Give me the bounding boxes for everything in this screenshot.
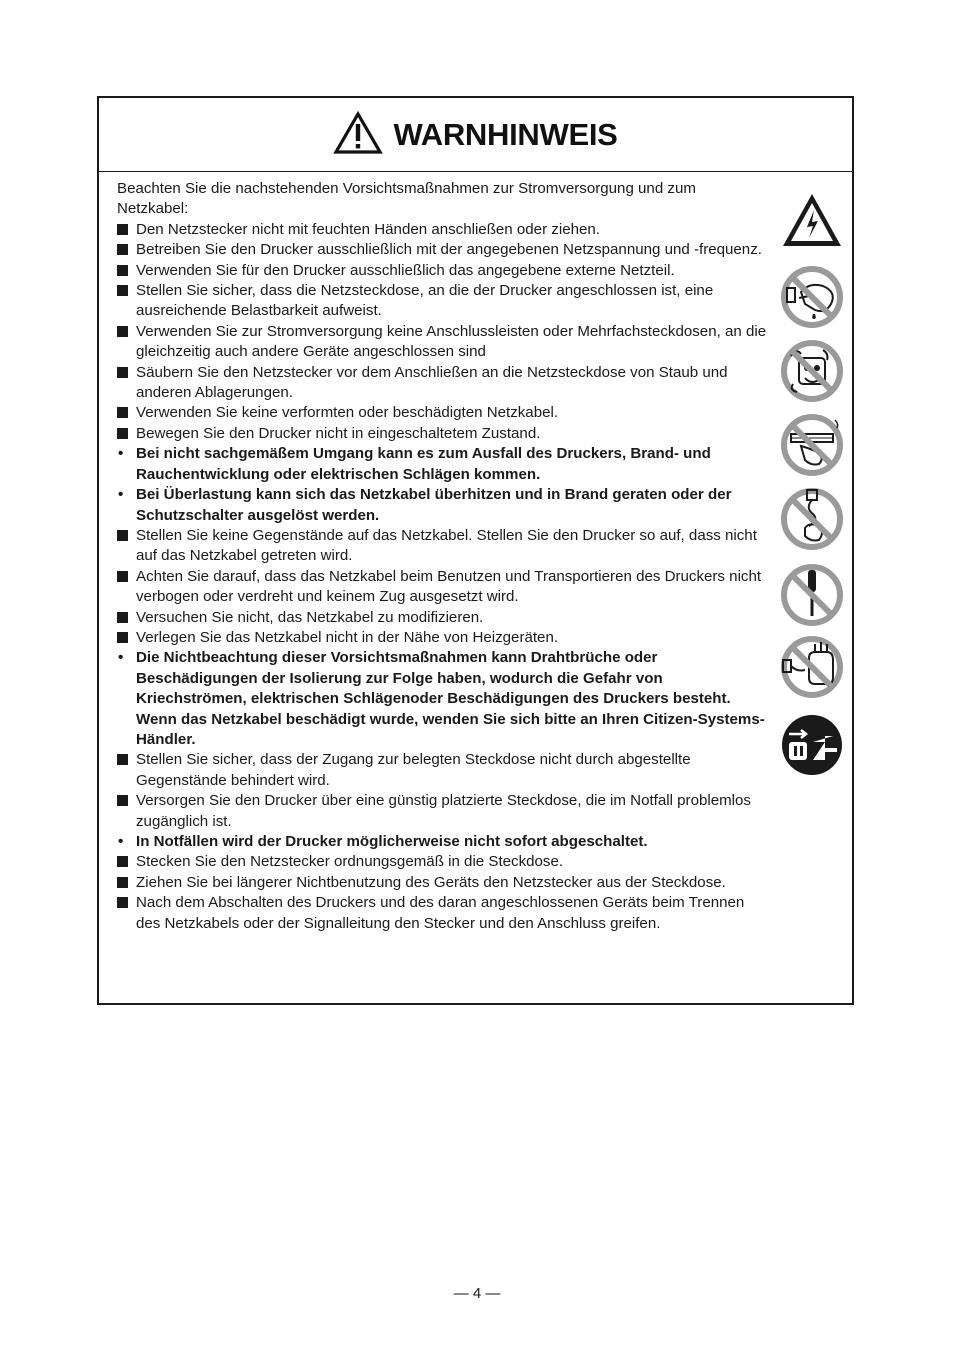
square-bullet-icon	[117, 363, 128, 378]
list-item: Verwenden Sie keine verformten oder beschädigten Netzkabel.	[117, 403, 767, 423]
list-item: Den Netzstecker nicht mit feuchten Händen anschließen oder ziehen.	[117, 220, 767, 240]
square-bullet-icon	[117, 424, 128, 439]
square-bullet-icon	[117, 608, 128, 623]
no-pulling-cable-icon	[779, 486, 845, 552]
list-item-warning: • Die Nichtbeachtung dieser Vorsichtsmaßnahmen kann Drahtbrüche oder Beschädigungen der Isolierung zur Folge haben, wodurch die Gefahr von Kriechströmen, elektrischen Schlägenoder Beschädigungen des Druckers besteht. Wenn das Netzkabel beschädigt wurde, wenden Sie sich bitte an Ihren Citizen-Systems-Händler.	[118, 649, 765, 748]
page-title: WARNHINWEIS	[393, 116, 618, 152]
list-item-warning: • Bei Überlastung kann sich das Netzkabel überhitzen und in Brand geraten oder der Schutzschalter ausgelöst werden.	[118, 486, 732, 524]
square-bullet-icon	[117, 750, 128, 765]
page-number: — 4 —	[453, 1285, 501, 1302]
unplug-icon	[779, 712, 845, 778]
no-wet-hands-icon	[779, 264, 845, 330]
square-bullet-icon	[117, 873, 128, 888]
list-item: Stellen Sie keine Gegenstände auf das Netzkabel. Stellen Sie den Drucker so auf, dass nicht auf das Netzkabel getreten wird.	[117, 526, 767, 567]
square-bullet-icon	[117, 220, 128, 235]
list-item: Bewegen Sie den Drucker nicht in eingeschaltetem Zustand.	[117, 424, 767, 444]
list-item: Versorgen Sie den Drucker über eine günstig platzierte Steckdose, die im Notfall problemlos zugänglich ist.	[117, 791, 767, 832]
square-bullet-icon	[117, 281, 128, 296]
warning-content	[117, 179, 767, 934]
list-item: Stellen Sie sicher, dass die Netzsteckdose, an die der Drucker angeschlossen ist, eine ausreichende Belastbarkeit aufweist.	[117, 281, 767, 322]
list-item: Verwenden Sie zur Stromversorgung keine Anschlussleisten oder Mehrfachsteckdosen, an die gleichzeitig auch andere Geräte angeschlossen sind	[117, 322, 767, 363]
list-item: Betreiben Sie den Drucker ausschließlich mit der angegebenen Netzspannung und -frequenz.	[117, 240, 767, 260]
list-item: Verlegen Sie das Netzkabel nicht in der Nähe von Heizgeräten.	[117, 628, 767, 648]
intro-text: Beachten Sie die nachstehenden Vorsichtsmaßnahmen zur Stromversorgung und zum Netzkabel:	[117, 180, 696, 218]
no-heat-cable-icon	[779, 634, 845, 700]
square-bullet-icon	[117, 791, 128, 806]
square-bullet-icon	[117, 240, 128, 255]
list-item: Säubern Sie den Netzstecker vor dem Anschließen an die Netzsteckdose von Staub und anderen Ablagerungen.	[117, 363, 767, 404]
list-item-warning: • In Notfällen wird der Drucker möglicherweise nicht sofort abgeschaltet.	[117, 832, 767, 852]
list-item: Stecken Sie den Netzstecker ordnungsgemäß in die Steckdose.	[117, 852, 767, 872]
list-item: Versuchen Sie nicht, das Netzkabel zu modifizieren.	[117, 608, 767, 628]
square-bullet-icon	[117, 261, 128, 276]
warning-box	[97, 96, 854, 1005]
icon-column	[779, 98, 849, 1003]
list-item: Stellen Sie sicher, dass der Zugang zur belegten Steckdose nicht durch abgestellte Gegenstände behindert wird.	[117, 750, 767, 791]
square-bullet-icon	[117, 852, 128, 867]
dot-bullet-icon: •	[118, 445, 124, 463]
electric-shock-warning-icon	[779, 190, 845, 256]
dot-bullet-icon: •	[118, 833, 124, 850]
list-item: Ziehen Sie bei längerer Nichtbenutzung des Geräts den Netzstecker aus der Steckdose.	[117, 873, 767, 893]
list-item: Verwenden Sie für den Drucker ausschließlich das angegebene externe Netzteil.	[117, 261, 767, 281]
square-bullet-icon	[117, 526, 128, 541]
dot-bullet-icon: •	[118, 649, 124, 667]
square-bullet-icon	[117, 322, 128, 337]
square-bullet-icon	[117, 567, 128, 582]
warning-header	[99, 98, 852, 172]
no-modification-icon	[779, 562, 845, 628]
no-multi-outlet-icon	[779, 338, 845, 404]
square-bullet-icon	[117, 628, 128, 643]
no-damaged-cable-icon	[779, 412, 845, 478]
list-item: Nach dem Abschalten des Druckers und des daran angeschlossenen Geräts beim Trennen des Netzkabels oder der Signalleitung den Stecker und den Anschluss greifen.	[117, 893, 767, 934]
dot-bullet-icon: •	[118, 486, 124, 504]
square-bullet-icon	[117, 403, 128, 418]
list-item-warning: • Bei nicht sachgemäßem Umgang kann es zum Ausfall des Druckers, Brand- und Rauchentwicklung oder elektrischen Schlägen kommen.	[118, 445, 711, 483]
warning-triangle-icon	[333, 111, 383, 155]
list-item: Achten Sie darauf, dass das Netzkabel beim Benutzen und Transportieren des Druckers nicht verbogen oder verdreht und keinem Zug ausgesetzt wird.	[117, 567, 767, 608]
square-bullet-icon	[117, 893, 128, 908]
